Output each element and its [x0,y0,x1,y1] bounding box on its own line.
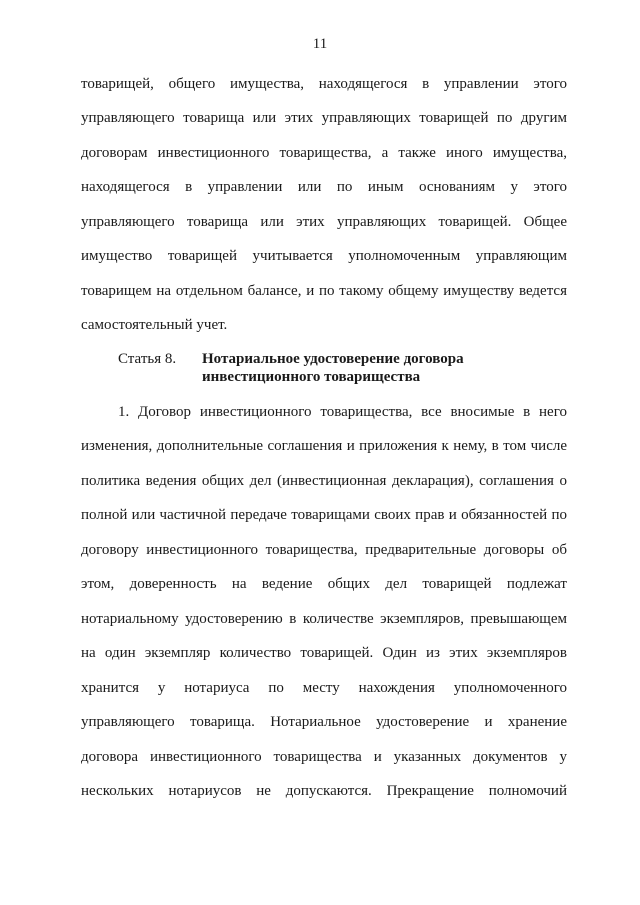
article-title-line-1: Нотариальное удостоверение договора [202,351,464,367]
paragraph-2-line-9: хранится у нотариуса по месту нахождения уполномоченного [81,680,567,696]
paragraph-2-line-3: политика ведения общих дел (инвестиционная декларация), соглашения о [81,473,567,489]
article-title-line-2: инвестиционного товарищества [202,369,421,385]
paragraph-1-line-5: управляющего товарища или этих управляющих товарищей. Общее [81,214,567,230]
paragraph-2-line-6: этом, доверенность на ведение общих дел товарищей подлежат [81,576,567,592]
paragraph-1-line-6: имущество товарищей учитывается уполномоченным управляющим [81,248,567,264]
article-label: Статья 8. [118,351,177,367]
page-number: 11 [312,36,328,52]
paragraph-1-line-2: управляющего товарища или этих управляющих товарищей по другим [81,110,567,126]
paragraph-1-line-1: товарищей, общего имущества, находящегося в управлении этого [81,76,567,92]
paragraph-2-line-12: нескольких нотариусов не допускаются. Прекращение полномочий [81,783,567,799]
paragraph-2-line-7: нотариальному удостоверению в количестве экземпляров, превышающем [81,611,567,627]
paragraph-2-line-5: договору инвестиционного товарищества, предварительные договоры об [81,542,567,558]
paragraph-2-line-11: договора инвестиционного товарищества и указанных документов у [81,749,567,765]
paragraph-1-line-4: находящегося в управлении или по иным основаниям у этого [81,179,567,195]
paragraph-2-line-1: 1. Договор инвестиционного товарищества, все вносимые в него [118,404,567,420]
paragraph-2-line-2: изменения, дополнительные соглашения и приложения к нему, в том числе [81,438,567,454]
paragraph-2-line-10: управляющего товарища. Нотариальное удостоверение и хранение [81,714,567,730]
paragraph-2-line-8: на один экземпляр количество товарищей. Один из этих экземпляров [81,645,567,661]
paragraph-1-line-7: товарищем на отдельном балансе, и по такому общему имуществу ведется [81,283,567,299]
paragraph-1-line-3: договорам инвестиционного товарищества, а также иного имущества, [81,145,567,161]
article-title [202,350,464,386]
paragraph-1-line-8: самостоятельный учет. [81,317,228,333]
paragraph-2-line-4: полной или частичной передаче товарищами своих прав и обязанностей по [81,507,567,523]
